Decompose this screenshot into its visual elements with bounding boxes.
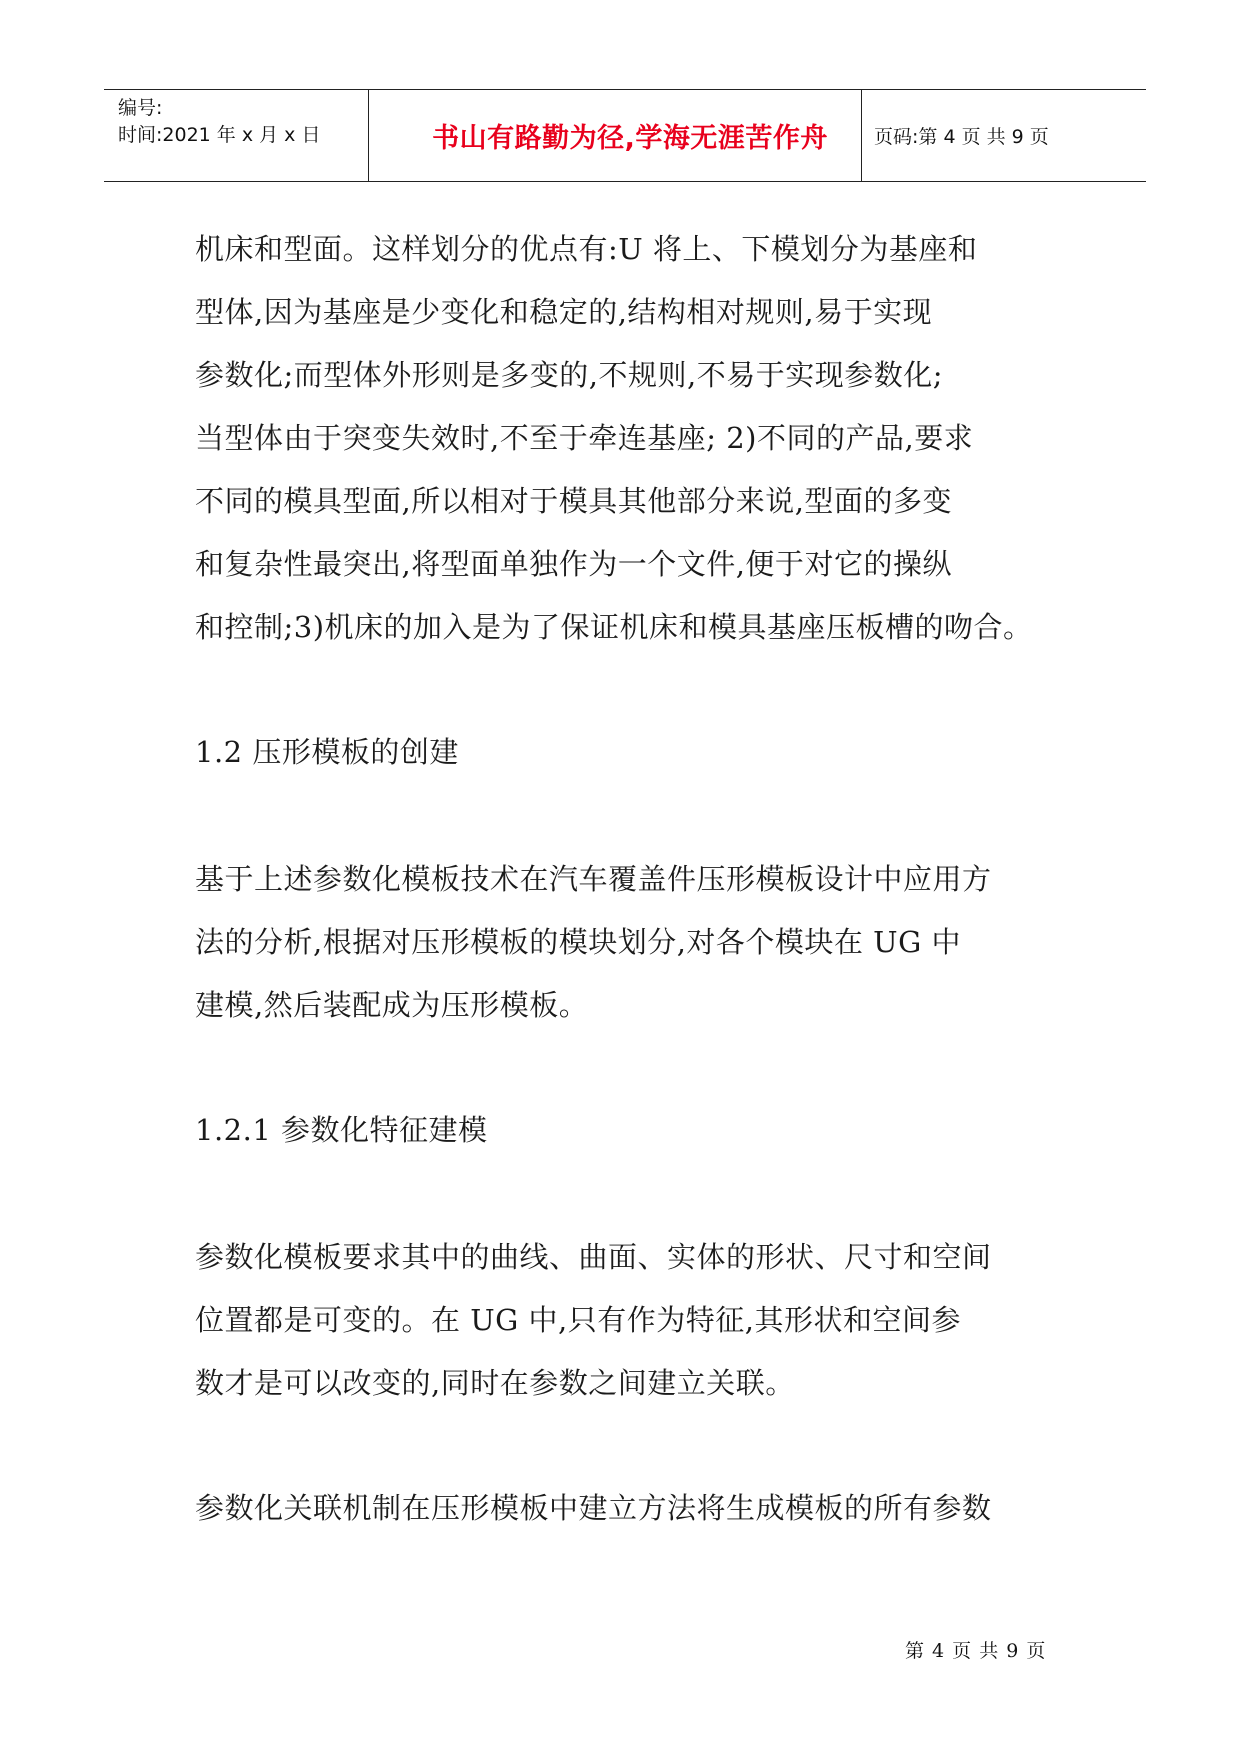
paragraph-3 (195, 1226, 1075, 1415)
paragraph-line: 参数化模板要求其中的曲线、曲面、实体的形状、尺寸和空间 (195, 1240, 992, 1274)
paragraph-line: 位置都是可变的。在 UG 中,只有作为特征,其形状和空间参 (195, 1303, 961, 1337)
header-motto: 书山有路勤为径,学海无涯苦作舟 (432, 123, 828, 154)
header-page-info: 页码:第 4 页 共 9 页 (874, 126, 1049, 148)
paragraph-line: 不同的模具型面,所以相对于模具其他部分来说,型面的多变 (195, 484, 952, 518)
paragraph-line: 建模,然后装配成为压形模板。 (195, 988, 589, 1022)
document-time-label: 时间:2021 年 x 月 x 日 (118, 124, 321, 146)
paragraph-line: 参数化;而型体外形则是多变的,不规则,不易于实现参数化; (195, 358, 943, 392)
paragraph-line: 和复杂性最突出,将型面单独作为一个文件,便于对它的操纵 (195, 547, 952, 581)
paragraph-line: 当型体由于突变失效时,不至于牵连基座; 2)不同的产品,要求 (195, 421, 974, 455)
header-meta-cell (104, 90, 369, 181)
page-footer: 第 4 页 共 9 页 (905, 1640, 1047, 1662)
section-heading-1-2-1: 1.2.1 参数化特征建模 (195, 1113, 488, 1147)
paragraph-line: 法的分析,根据对压形模板的模块划分,对各个模块在 UG 中 (195, 925, 961, 959)
paragraph-line: 机床和型面。这样划分的优点有:U 将上、下模划分为基座和 (195, 232, 978, 266)
paragraph-2 (195, 848, 1075, 1037)
document-number-label: 编号: (118, 97, 163, 119)
paragraph-line: 参数化关联机制在压形模板中建立方法将生成模板的所有参数 (195, 1491, 992, 1525)
header-page-cell (862, 90, 1146, 181)
paragraph-line: 和控制;3)机床的加入是为了保证机床和模具基座压板槽的吻合。 (195, 610, 1033, 644)
paragraph-4 (195, 1477, 1075, 1540)
document-body (195, 218, 1075, 1540)
page-header (104, 89, 1146, 182)
paragraph-line: 数才是可以改变的,同时在参数之间建立关联。 (195, 1366, 795, 1400)
paragraph-line: 型体,因为基座是少变化和稳定的,结构相对规则,易于实现 (195, 295, 933, 329)
paragraph-line: 基于上述参数化模板技术在汽车覆盖件压形模板设计中应用方 (195, 862, 992, 896)
header-motto-cell (369, 90, 862, 181)
paragraph-1 (195, 218, 1075, 659)
section-heading-1-2: 1.2 压形模板的创建 (195, 735, 459, 769)
